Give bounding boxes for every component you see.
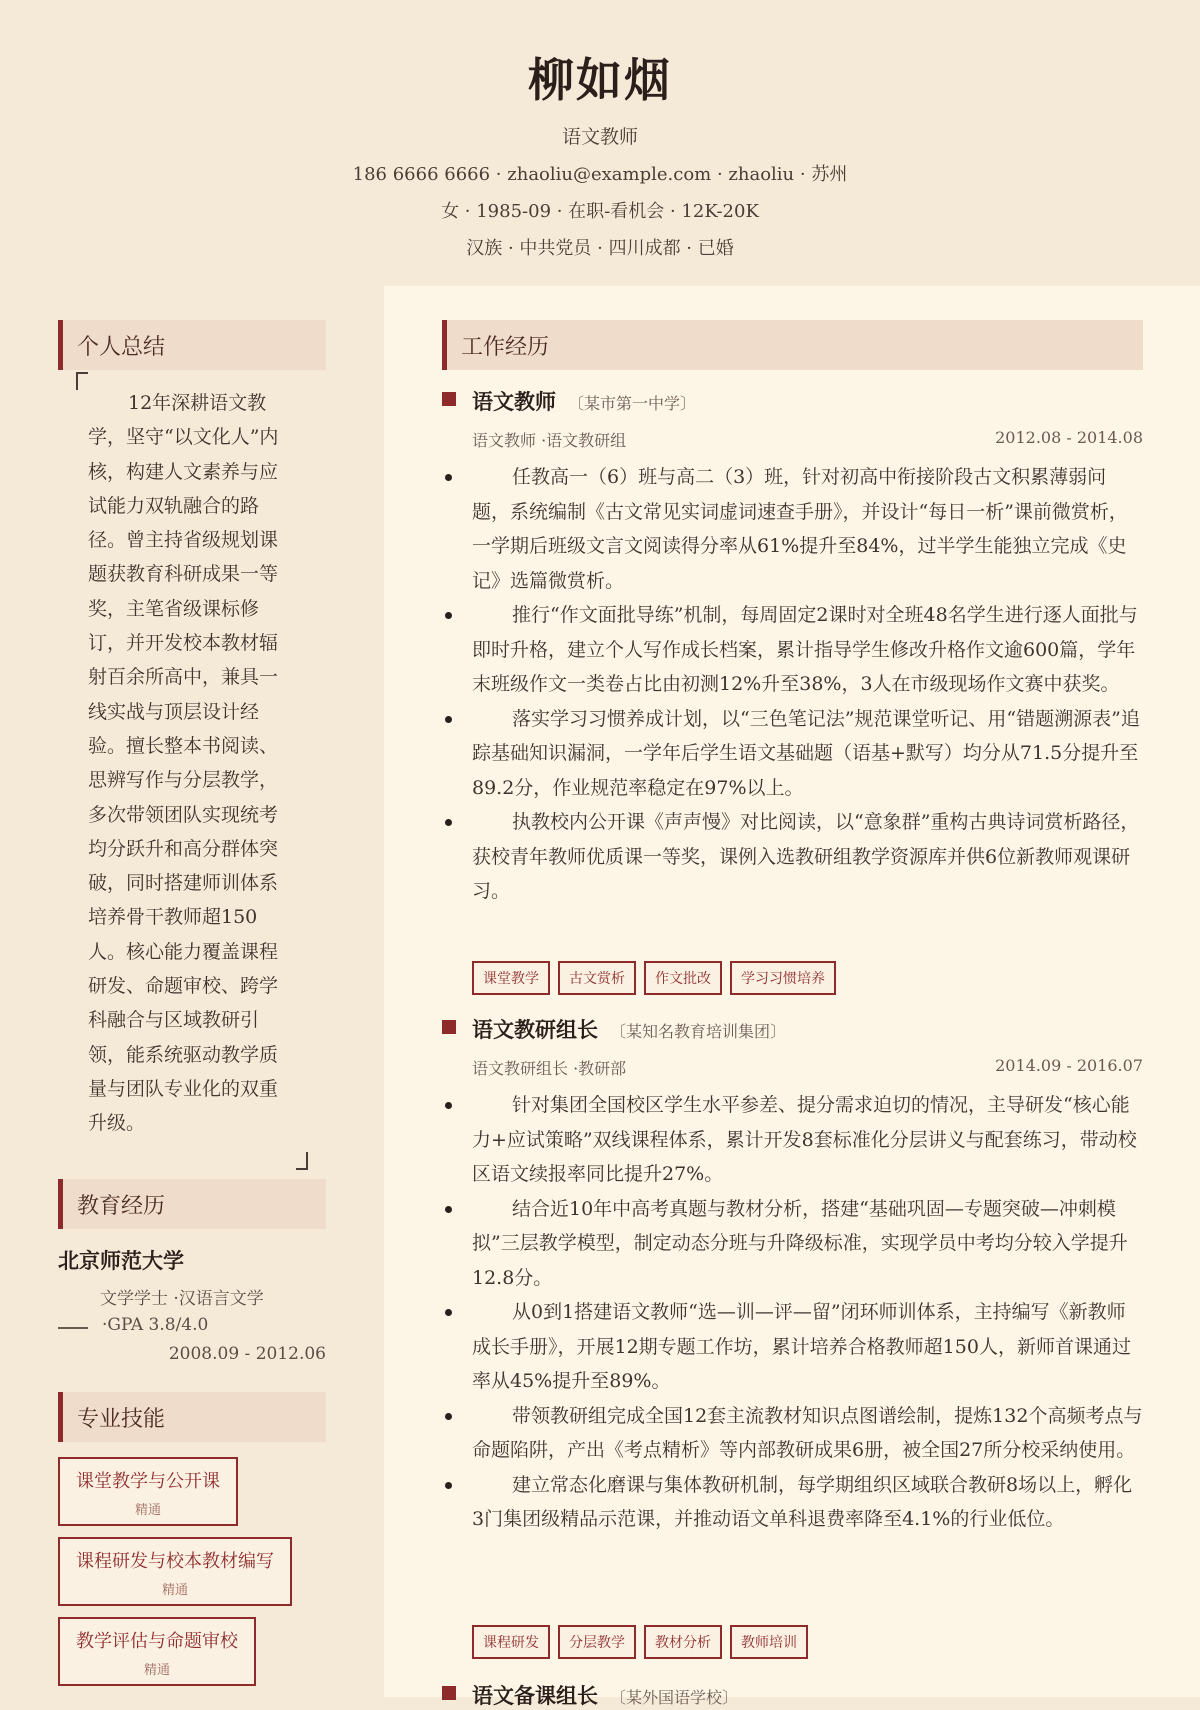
skill-tag: 教材分析 <box>644 1625 722 1659</box>
education-gpa: ·GPA 3.8/4.0 <box>102 1315 209 1335</box>
education-section-header <box>58 1179 326 1229</box>
quote-open-mark <box>76 372 88 390</box>
list-item: 落实学习习惯养成计划，以“三色笔记法”规范课堂听记、用“错题溯源表”追踪基础知识漏洞，一学年后学生语文基础题（语基+默写）均分从71.5分提升至89.2分，作业规范率稳定在97%以上。 <box>472 702 1144 806</box>
work-section-title: 工作经历 <box>461 334 550 360</box>
job-title <box>472 1014 786 1044</box>
job-company: 〔某外国语学校〕 <box>610 1688 739 1707</box>
summary-section-title: 个人总结 <box>77 334 166 360</box>
education-date: 2008.09 - 2012.06 <box>168 1344 326 1364</box>
education-school: 北京师范大学 <box>58 1248 184 1273</box>
list-item: 针对集团全国校区学生水平参差、提分需求迫切的情况，主导研发“核心能力+应试策略”双线课程体系，累计开发8套标准化分层讲义与配套练习，带动校区语文续报率同比提升27%。 <box>472 1088 1144 1192</box>
job-marker <box>442 1020 456 1034</box>
job-department: 语文教师 ·语文教研组 <box>472 431 627 450</box>
background-info-line: 汉族 · 中共党员 · 四川成都 · 已婚 <box>466 238 734 259</box>
list-item: 建立常态化磨课与集体教研机制，每学期组织区域联合教研8场以上，孵化3门集团级精品示范课，并推动语文单科退费率降至4.1%的行业低位。 <box>472 1468 1144 1537</box>
skill-tag: 作文批改 <box>644 961 722 995</box>
skill-level: 精通 <box>143 1663 170 1678</box>
job-company: 〔某知名教育培训集团〕 <box>610 1022 787 1041</box>
skill-tag: 古文赏析 <box>558 961 636 995</box>
list-item: 从0到1搭建语文教师“选—训—评—留”闭环师训体系，主持编写《新教师成长手册》，开展12期专题工作坊，累计培养合格教师超150人，新师首课通过率从45%提升至89%。 <box>472 1295 1144 1399</box>
education-divider <box>58 1327 88 1329</box>
skill-tag: 学习习惯培养 <box>730 961 836 995</box>
contact-line: 186 6666 6666 · zhaoliu@example.com · zhaoliu · 苏州 <box>352 164 848 185</box>
job-title <box>472 386 696 416</box>
job-tags <box>472 1625 808 1659</box>
education-section-title: 教育经历 <box>77 1193 166 1219</box>
job-marker <box>442 392 456 406</box>
job-position: 语文备课组长 <box>472 1683 598 1708</box>
job-department: 语文教研组长 ·教研部 <box>472 1059 627 1078</box>
list-item: 带领教研组完成全国12套主流教材知识点图谱绘制，提炼132个高频考点与命题陷阱，产出《考点精析》等内部教研成果6册，被全国27所分校采纳使用。 <box>472 1399 1144 1468</box>
skill-name: 教学评估与命题审校 <box>76 1631 238 1652</box>
skill-name: 课堂教学与公开课 <box>76 1471 220 1492</box>
job-tags <box>472 961 836 995</box>
skill-card <box>58 1537 292 1606</box>
list-item: 任教高一（6）班与高二（3）班，针对初高中衔接阶段古文积累薄弱问题，系统编制《古文常见实词虚词速查手册》，并设计“每日一析”课前微赏析，一学期后班级文言文阅读得分率从61%提升至84%，过半学生能独立完成《史记》选篇微赏析。 <box>472 460 1144 598</box>
skill-tag: 课堂教学 <box>472 961 550 995</box>
summary-section-header <box>58 320 326 370</box>
skill-card <box>58 1457 238 1526</box>
skill-name: 课程研发与校本教材编写 <box>76 1551 274 1572</box>
skill-tag: 课程研发 <box>472 1625 550 1659</box>
summary-text <box>88 386 292 1141</box>
job-date: 2012.08 - 2014.08 <box>995 428 1143 447</box>
job-achievements <box>472 460 1144 909</box>
skills-section-title: 专业技能 <box>77 1406 166 1432</box>
work-section-header <box>442 320 1143 370</box>
quote-close-mark <box>296 1152 308 1170</box>
job-company: 〔某市第一中学〕 <box>568 394 697 413</box>
resume-header <box>0 0 1200 286</box>
skills-section-header <box>58 1392 326 1442</box>
list-item: 执教校内公开课《声声慢》对比阅读，以“意象群”重构古典诗词赏析路径，获校青年教师优质课一等奖，课例入选教研组教学资源库并供6位新教师观课研习。 <box>472 805 1144 909</box>
job-title <box>472 1680 738 1710</box>
candidate-name: 柳如烟 <box>528 53 672 107</box>
education-degree: 文学学士 ·汉语言文学 <box>100 1289 264 1309</box>
job-date: 2014.09 - 2016.07 <box>995 1056 1143 1075</box>
job-position: 语文教师 <box>472 389 556 414</box>
skill-tag: 分层教学 <box>558 1625 636 1659</box>
skill-card <box>58 1617 256 1686</box>
job-achievements <box>472 1088 1144 1537</box>
skill-level: 精通 <box>161 1583 188 1598</box>
skill-tag: 教师培训 <box>730 1625 808 1659</box>
job-position: 语文教研组长 <box>472 1017 598 1042</box>
list-item: 结合近10年中高考真题与教材分析，搭建“基础巩固—专题突破—冲刺模拟”三层教学模型，制定动态分班与升降级标准，实现学员中考均分较入学提升12.8分。 <box>472 1192 1144 1296</box>
job-marker <box>442 1686 456 1700</box>
skill-level: 精通 <box>134 1503 161 1518</box>
candidate-role: 语文教师 <box>561 126 638 148</box>
list-item: 推行“作文面批导练”机制，每周固定2课时对全班48名学生进行逐人面批与即时升格，建立个人写作成长档案，累计指导学生修改升格作文逾600篇，学年末班级作文一类卷占比由初测12%升至38%，3人在市级现场作文赛中获奖。 <box>472 598 1144 702</box>
personal-info-line: 女 · 1985-09 · 在职-看机会 · 12K-20K <box>441 201 759 222</box>
summary-body: 12年深耕语文教学，坚守“以文化人”内核，构建人文素养与应试能力双轨融合的路径。曾主持省级规划课题获教育科研成果一等奖，主笔省级课标修订，并开发校本教材辐射百余所高中，兼具一线实战与顶层设计经验。擅长整本书阅读、思辨写作与分层教学，多次带领团队实现统考均分跃升和高分群体突破，同时搭建师训体系培养骨干教师超150人。核心能力覆盖课程研发、命题审校、跨学科融合与区域教研引领，能系统驱动教学质量与团队专业化的双重升级。 <box>88 392 279 1135</box>
